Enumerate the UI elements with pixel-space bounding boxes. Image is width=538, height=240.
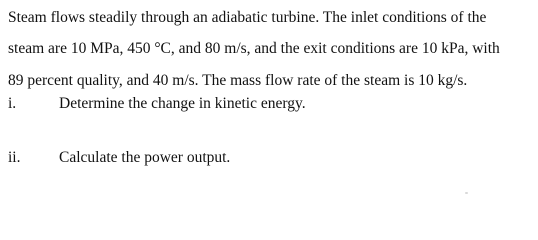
scan-speck — [465, 192, 468, 194]
problem-line-1: Steam flows steadily through an adiabatic turbine. The inlet conditions of the — [8, 9, 487, 26]
problem-line-3: 89 percent quality, and 40 m/s. The mass flow rate of the steam is 10 kg/s. — [8, 72, 468, 89]
problem-line-2: steam are 10 MPa, 450 °C, and 80 m/s, and the exit conditions are 10 kPa, with — [8, 40, 500, 57]
question-number: i. — [8, 95, 17, 112]
question-text: Determine the change in kinetic energy. — [59, 95, 306, 112]
question-text: Calculate the power output. — [59, 149, 231, 166]
question-number: ii. — [8, 149, 21, 166]
